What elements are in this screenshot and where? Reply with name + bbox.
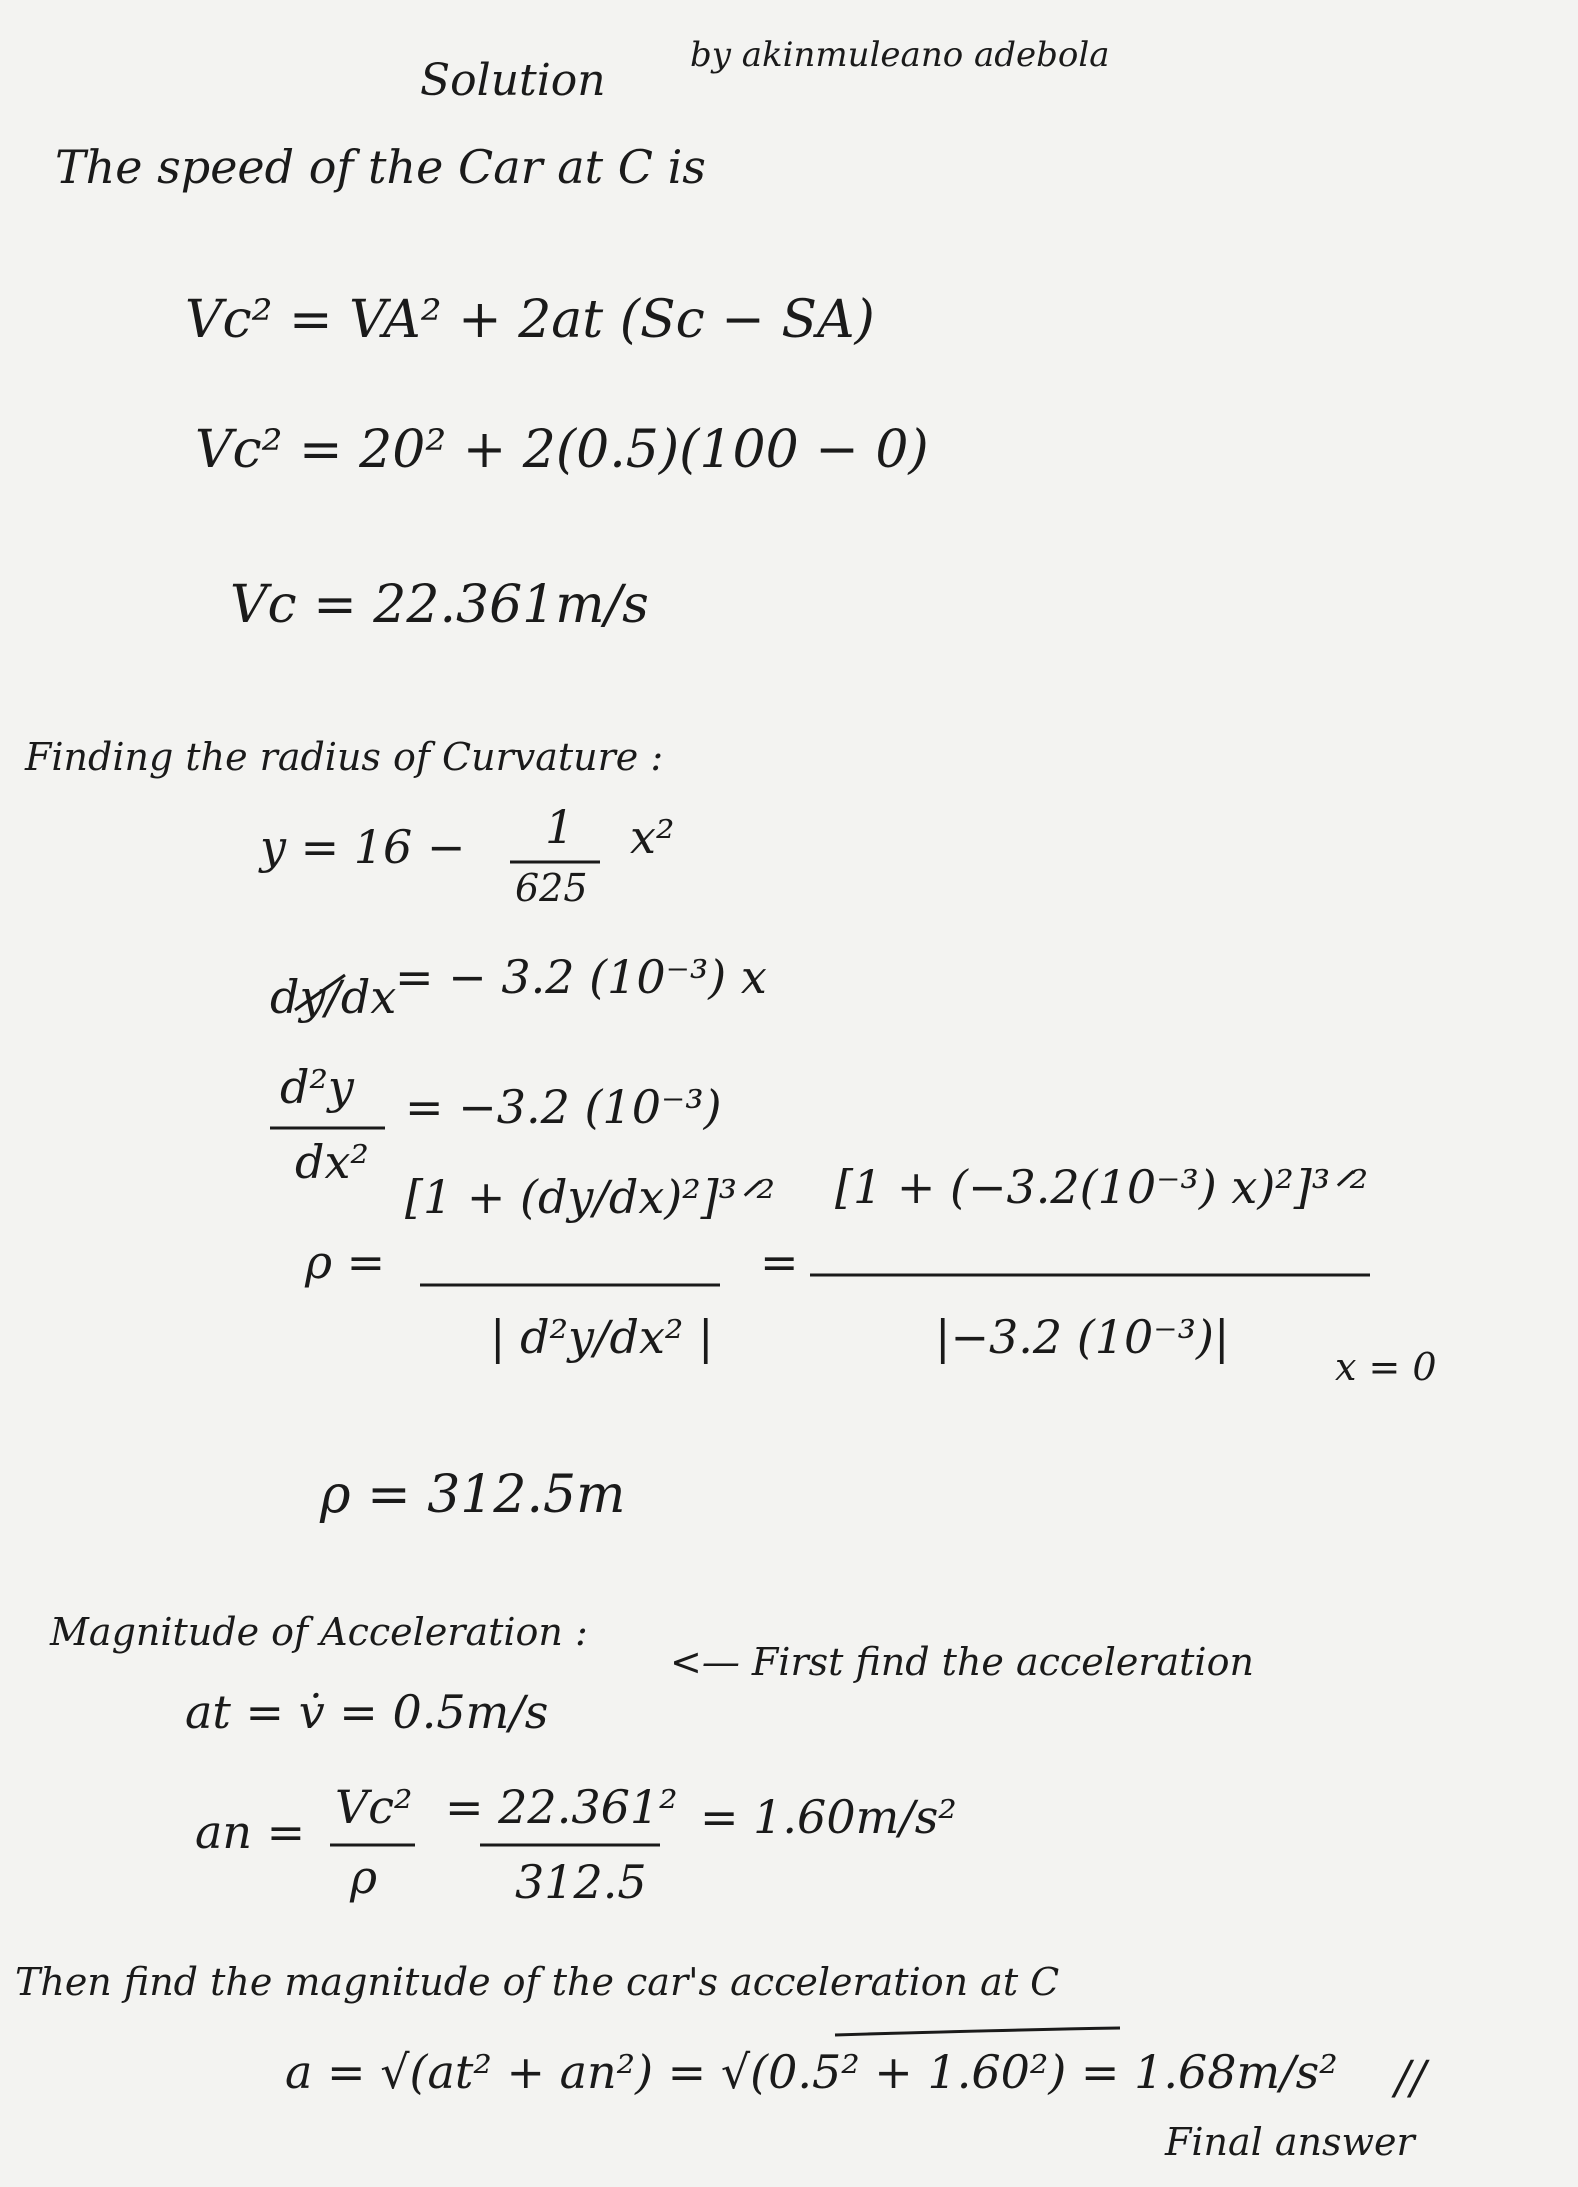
final-answer-label: Final answer [1165, 2120, 1415, 2164]
acceleration-note: <— First find the acceleration [670, 1640, 1254, 1684]
final-double-underline: // [1395, 2050, 1426, 2104]
dydx-slash [295, 975, 345, 1010]
final-formula: a = √(at² + an²) = √(0.5² + 1.60²) = 1.68m/s² [285, 2045, 1338, 2099]
evaluated-at-x: x = 0 [1335, 1345, 1437, 1389]
final-statement: Then find the magnitude of the car's acceleration at C [15, 1960, 1060, 2004]
normal-acceleration-num2: = 22.361² [445, 1780, 678, 1834]
speed-equation-2: Vc² = 20² + 2(0.5)(100 − 0) [195, 420, 929, 480]
normal-acceleration-den2: 312.5 [515, 1855, 647, 1909]
normal-acceleration-result: = 1.60m/s² [700, 1790, 957, 1844]
y-equation-tail: x² [630, 810, 675, 864]
speed-equation-1: Vc² = VA² + 2at (Sc − SA) [185, 290, 875, 350]
underline-final [835, 2028, 1120, 2035]
first-derivative-lhs: dy/dx [270, 970, 397, 1024]
normal-acceleration-num1: Vc² [335, 1780, 413, 1834]
y-fraction-denominator: 625 [515, 866, 588, 910]
rho-substituted-numerator: [1 + (−3.2(10⁻³) x)²]³ᐟ² [835, 1160, 1369, 1214]
rho-general-denominator: | d²y/dx² | [490, 1310, 714, 1364]
solution-title: Solution [420, 55, 606, 106]
rho-result: ρ = 312.5m [320, 1465, 626, 1525]
curvature-heading: Finding the radius of Curvature : [25, 735, 664, 779]
rho-general-numerator: [1 + (dy/dx)²]³ᐟ² [405, 1170, 775, 1224]
first-derivative-rhs: = − 3.2 (10⁻³) x [395, 950, 767, 1004]
second-derivative-rhs: = −3.2 (10⁻³) [405, 1080, 722, 1134]
rho-equals: = [760, 1235, 799, 1289]
tangential-acceleration: at = v̇ = 0.5m/s [185, 1685, 549, 1739]
normal-acceleration-lhs: an = [195, 1805, 306, 1859]
normal-acceleration-den1: ρ [350, 1850, 378, 1904]
acceleration-heading: Magnitude of Acceleration : [50, 1610, 588, 1654]
y-equation-lhs: y = 16 − [260, 820, 466, 874]
rho-substituted-denominator: |−3.2 (10⁻³)| [935, 1310, 1230, 1364]
rho-lhs: ρ = [305, 1235, 386, 1289]
y-fraction-numerator: 1 [545, 800, 575, 854]
author-byline: by akinmuleano adebola [690, 35, 1110, 75]
intro-line: The speed of the Car at C is [55, 140, 706, 194]
second-derivative-numerator: d²y [280, 1060, 354, 1114]
second-derivative-denominator: dx² [295, 1135, 369, 1189]
speed-result: Vc = 22.361m/s [230, 575, 649, 635]
